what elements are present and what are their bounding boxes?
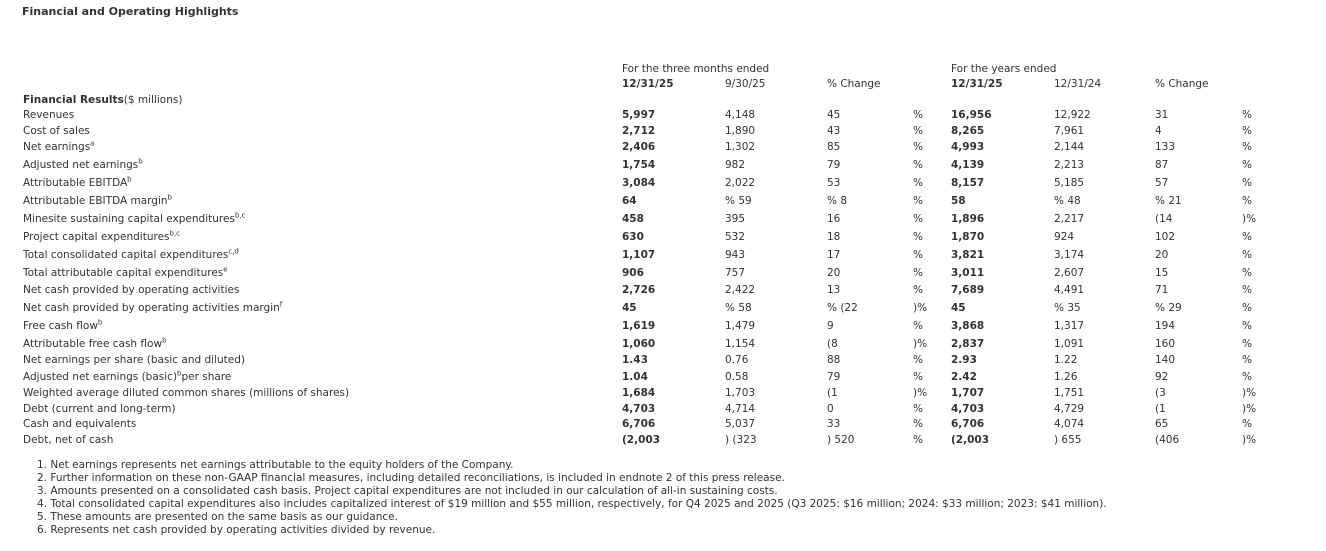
footnote-marker: b	[177, 369, 182, 378]
cell-q-change: % 8	[827, 195, 847, 207]
cell-y-change-unit: )%	[1242, 403, 1257, 415]
cell-q-prior: 0.76	[725, 354, 749, 366]
cell-q-change-unit: %	[913, 354, 923, 366]
cell-y-change-unit: %	[1242, 125, 1252, 137]
cell-y-current: 1,896	[951, 213, 985, 225]
row-label	[23, 302, 282, 314]
table-row	[0, 141, 1326, 157]
cell-y-change-unit: %	[1242, 195, 1252, 207]
cell-y-prior: 1,091	[1054, 338, 1085, 350]
cell-q-change: 16	[827, 213, 841, 225]
cell-q-prior: 395	[725, 213, 746, 225]
cell-y-change-unit: %	[1242, 141, 1252, 153]
cell-q-change-unit: %	[913, 125, 923, 137]
cell-y-current: 2.93	[951, 354, 977, 366]
cell-q-current: 1,619	[622, 320, 656, 332]
cell-q-change: (1	[827, 387, 838, 399]
cell-q-current: 6,706	[622, 418, 656, 430]
footnote-marker: a	[90, 139, 95, 148]
cell-y-prior: 4,491	[1054, 284, 1085, 296]
cell-q-change: 43	[827, 125, 841, 137]
cell-y-change-unit: )%	[1242, 387, 1257, 399]
row-label-text: Debt (current and long-term)	[23, 403, 176, 415]
table-row	[0, 249, 1326, 265]
cell-y-change: (3	[1155, 387, 1166, 399]
cell-q-change: 45	[827, 109, 841, 121]
table-row	[0, 354, 1326, 370]
cell-y-prior: 4,074	[1054, 418, 1085, 430]
cell-y-change: 92	[1155, 371, 1169, 383]
row-label-text: Attributable free cash flow	[23, 338, 163, 350]
cell-q-current: 45	[622, 302, 637, 314]
cell-y-prior: 1.26	[1054, 371, 1078, 383]
cell-y-prior: 924	[1054, 231, 1075, 243]
cell-y-prior: % 35	[1054, 302, 1081, 314]
column-header-q-current: 12/31/25	[622, 78, 674, 90]
row-label-text: Net cash provided by operating activities	[23, 284, 240, 296]
column-header-q-prior: 9/30/25	[725, 78, 766, 90]
cell-q-change-unit: )%	[913, 387, 928, 399]
row-label	[23, 249, 239, 261]
cell-y-current: 16,956	[951, 109, 992, 121]
row-label-text: Total consolidated capital expenditures	[23, 249, 229, 261]
cell-y-change: 20	[1155, 249, 1169, 261]
cell-q-prior: 1,703	[725, 387, 756, 399]
footnote-item: 6. Represents net cash provided by operating activities divided by revenue.	[37, 524, 436, 536]
cell-q-prior: 2,022	[725, 177, 756, 189]
cell-y-current: 58	[951, 195, 966, 207]
footnote-item: 4. Total consolidated capital expenditures also includes capitalized interest of $19 million and $55 million, respectively, for Q4 2025 and 2025 (Q3 2025: $16 million; 2024: $33 million; 2023: $41 million).	[37, 498, 1107, 510]
section-unit: ($ millions)	[123, 94, 183, 106]
footnote-marker: b	[162, 336, 167, 345]
cell-q-change-unit: %	[913, 418, 923, 430]
cell-y-prior: 1,317	[1054, 320, 1085, 332]
row-label	[23, 418, 136, 430]
cell-y-change-unit: %	[1242, 354, 1252, 366]
cell-q-change-unit: %	[913, 177, 923, 189]
cell-y-current: 6,706	[951, 418, 985, 430]
cell-y-prior: 12,922	[1054, 109, 1091, 121]
cell-q-change: 18	[827, 231, 841, 243]
row-label	[23, 434, 113, 446]
table-row	[0, 267, 1326, 283]
cell-q-prior: % 59	[725, 195, 752, 207]
cell-y-change: % 21	[1155, 195, 1182, 207]
cell-q-change-unit: %	[913, 249, 923, 261]
cell-y-current: 8,157	[951, 177, 985, 189]
cell-y-change: 15	[1155, 267, 1169, 279]
cell-q-change: 79	[827, 371, 841, 383]
cell-y-change-unit: %	[1242, 284, 1252, 296]
row-label	[23, 159, 143, 171]
cell-y-change: 133	[1155, 141, 1176, 153]
column-header-y-current: 12/31/25	[951, 78, 1003, 90]
row-label	[23, 338, 167, 350]
cell-y-prior: 4,729	[1054, 403, 1085, 415]
cell-y-change-unit: %	[1242, 231, 1252, 243]
table-row	[0, 302, 1326, 318]
table-row	[0, 125, 1326, 141]
row-label-text: Cost of sales	[23, 125, 90, 137]
row-label-text: Debt, net of cash	[23, 434, 114, 446]
cell-q-change: 0	[827, 403, 834, 415]
row-label	[23, 109, 74, 121]
column-header-y-prior: 12/31/24	[1054, 78, 1102, 90]
table-row	[0, 371, 1326, 387]
row-label	[23, 371, 231, 383]
row-label	[23, 354, 245, 366]
cell-y-change: 194	[1155, 320, 1176, 332]
column-header-y-change: % Change	[1155, 78, 1209, 90]
cell-q-current: (2,003	[622, 434, 661, 446]
cell-y-current: 2,837	[951, 338, 985, 350]
row-label-text: Attributable EBITDA margin	[23, 195, 168, 207]
cell-y-change-unit: %	[1242, 338, 1252, 350]
cell-q-prior: 2,422	[725, 284, 756, 296]
table-row	[0, 109, 1326, 125]
cell-q-current: 2,712	[622, 125, 656, 137]
cell-y-current: 4,703	[951, 403, 985, 415]
cell-y-current: 4,993	[951, 141, 985, 153]
cell-y-prior: % 48	[1054, 195, 1081, 207]
period-header-year: For the years ended	[951, 63, 1057, 75]
cell-y-prior: 2,144	[1054, 141, 1085, 153]
cell-q-current: 630	[622, 231, 644, 243]
cell-q-prior: 4,148	[725, 109, 756, 121]
cell-q-change-unit: %	[913, 284, 923, 296]
cell-q-prior: 982	[725, 159, 746, 171]
cell-q-prior: 1,302	[725, 141, 756, 153]
section-label: Financial Results	[23, 94, 124, 106]
cell-y-change: 71	[1155, 284, 1169, 296]
table-row	[0, 320, 1326, 336]
row-label-suffix: per share	[181, 371, 232, 383]
cell-y-current: 3,821	[951, 249, 985, 261]
cell-q-change: 20	[827, 267, 841, 279]
cell-y-change: 102	[1155, 231, 1176, 243]
cell-q-current: 64	[622, 195, 637, 207]
cell-y-prior: 2,213	[1054, 159, 1085, 171]
row-label-text: Weighted average diluted common shares (millions of shares)	[23, 387, 350, 399]
row-label	[23, 231, 180, 243]
cell-q-change-unit: %	[913, 195, 923, 207]
cell-q-prior: 943	[725, 249, 746, 261]
row-label	[23, 213, 245, 225]
cell-y-change-unit: )%	[1242, 213, 1257, 225]
cell-q-change-unit: %	[913, 371, 923, 383]
cell-y-change-unit: %	[1242, 159, 1252, 171]
row-label-text: Cash and equivalents	[23, 418, 137, 430]
cell-y-change: 57	[1155, 177, 1169, 189]
cell-y-prior: 7,961	[1054, 125, 1085, 137]
table-row	[0, 284, 1326, 300]
cell-q-prior: 757	[725, 267, 746, 279]
footnote-marker: c,d	[228, 247, 239, 256]
cell-y-prior: 1.22	[1054, 354, 1078, 366]
cell-q-current: 2,726	[622, 284, 656, 296]
row-label-text: Revenues	[23, 109, 75, 121]
row-label-text: Minesite sustaining capital expenditures	[23, 213, 235, 225]
cell-q-prior: 5,037	[725, 418, 756, 430]
cell-y-change: 4	[1155, 125, 1162, 137]
table-row	[0, 231, 1326, 247]
cell-y-change-unit: %	[1242, 267, 1252, 279]
table-row	[0, 195, 1326, 211]
footnote-item: 2. Further information on these non-GAAP financial measures, including detailed reconciliations, is included in endnote 2 of this press release.	[37, 472, 785, 484]
row-label	[23, 320, 102, 332]
cell-y-change-unit: %	[1242, 249, 1252, 261]
table-row	[0, 434, 1326, 450]
cell-y-current: 1,870	[951, 231, 985, 243]
footnote-item: 5. These amounts are presented on the same basis as our guidance.	[37, 511, 398, 523]
row-label-text: Adjusted net earnings	[23, 159, 139, 171]
cell-q-change: (8	[827, 338, 838, 350]
row-label-text: Free cash flow	[23, 320, 98, 332]
cell-y-prior: 5,185	[1054, 177, 1085, 189]
cell-q-change-unit: %	[913, 213, 923, 225]
footnote-marker: b,c	[234, 211, 246, 220]
row-label-text: Adjusted net earnings (basic)	[23, 371, 178, 383]
row-label	[23, 195, 172, 207]
cell-q-current: 5,997	[622, 109, 656, 121]
cell-q-change-unit: %	[913, 141, 923, 153]
cell-y-change-unit: %	[1242, 371, 1252, 383]
footnote-marker: b	[138, 157, 143, 166]
cell-q-current: 1,754	[622, 159, 656, 171]
cell-q-prior: 1,479	[725, 320, 756, 332]
row-label-text: Net cash provided by operating activities margin	[23, 302, 280, 314]
cell-y-current: 45	[951, 302, 966, 314]
cell-y-change: 140	[1155, 354, 1176, 366]
cell-q-change: 9	[827, 320, 834, 332]
row-label-text: Attributable EBITDA	[23, 177, 128, 189]
cell-q-change: 88	[827, 354, 841, 366]
table-row	[0, 338, 1326, 354]
cell-q-change: ) 520	[827, 434, 855, 446]
period-header-quarter: For the three months ended	[622, 63, 770, 75]
footnotes	[37, 459, 1107, 537]
cell-y-current: 8,265	[951, 125, 985, 137]
row-label-text: Project capital expenditures	[23, 231, 170, 243]
cell-y-current: 4,139	[951, 159, 985, 171]
cell-q-prior: % 58	[725, 302, 752, 314]
cell-q-prior: 0.58	[725, 371, 749, 383]
footnote-item: 1. Net earnings represents net earnings attributable to the equity holders of the Company.	[37, 459, 514, 471]
cell-y-prior: ) 655	[1054, 434, 1082, 446]
cell-y-change: (406	[1155, 434, 1180, 446]
cell-q-current: 4,703	[622, 403, 656, 415]
table-row	[0, 403, 1326, 419]
table-row	[0, 387, 1326, 403]
cell-q-current: 458	[622, 213, 644, 225]
cell-y-change: (14	[1155, 213, 1173, 225]
cell-q-change: 79	[827, 159, 841, 171]
cell-q-change: % (22	[827, 302, 858, 314]
cell-y-change: 31	[1155, 109, 1169, 121]
cell-y-prior: 1,751	[1054, 387, 1085, 399]
cell-y-current: (2,003	[951, 434, 990, 446]
cell-y-change: 87	[1155, 159, 1169, 171]
cell-y-change-unit: %	[1242, 302, 1252, 314]
cell-q-change: 85	[827, 141, 841, 153]
table-row	[0, 159, 1326, 175]
cell-q-current: 1.04	[622, 371, 648, 383]
cell-y-current: 7,689	[951, 284, 985, 296]
cell-y-change-unit: %	[1242, 320, 1252, 332]
table-row	[0, 213, 1326, 229]
table-row	[0, 418, 1326, 434]
cell-q-prior: 1,890	[725, 125, 756, 137]
cell-y-change: (1	[1155, 403, 1166, 415]
cell-q-change-unit: )%	[913, 338, 928, 350]
row-label	[23, 125, 90, 137]
cell-y-change: % 29	[1155, 302, 1182, 314]
cell-q-current: 2,406	[622, 141, 656, 153]
row-label-text: Net earnings per share (basic and diluted)	[23, 354, 245, 366]
cell-y-change-unit: %	[1242, 109, 1252, 121]
cell-y-change: 160	[1155, 338, 1176, 350]
footnote-marker: f	[279, 300, 283, 309]
cell-q-current: 906	[622, 267, 644, 279]
footnote-item: 3. Amounts presented on a consolidated cash basis. Project capital expenditures are not included in our calculation of all-in sustaining costs.	[37, 485, 778, 497]
cell-y-change-unit: )%	[1242, 434, 1257, 446]
cell-q-change-unit: %	[913, 403, 923, 415]
cell-q-prior: 532	[725, 231, 746, 243]
row-label	[23, 387, 349, 399]
cell-q-change: 17	[827, 249, 841, 261]
cell-q-current: 1,107	[622, 249, 656, 261]
cell-q-change-unit: %	[913, 267, 923, 279]
table-row	[0, 177, 1326, 193]
footnote-marker: b,c	[169, 229, 181, 238]
cell-q-current: 1.43	[622, 354, 648, 366]
cell-q-change: 13	[827, 284, 841, 296]
row-label	[23, 267, 228, 279]
row-label	[23, 141, 94, 153]
footnote-marker: b	[167, 193, 172, 202]
cell-q-change-unit: %	[913, 159, 923, 171]
footnote-marker: b	[97, 318, 103, 327]
cell-y-prior: 3,174	[1054, 249, 1085, 261]
row-label-text: Net earnings	[23, 141, 91, 153]
row-label	[23, 284, 239, 296]
cell-q-change: 53	[827, 177, 841, 189]
footnote-marker: e	[223, 265, 228, 274]
row-label	[23, 177, 132, 189]
cell-q-current: 1,060	[622, 338, 656, 350]
cell-q-change-unit: %	[913, 320, 923, 332]
cell-q-change-unit: %	[913, 231, 923, 243]
cell-y-current: 3,011	[951, 267, 985, 279]
cell-q-change-unit: )%	[913, 302, 928, 314]
cell-q-change-unit: %	[913, 109, 923, 121]
column-header-q-change: % Change	[827, 78, 881, 90]
cell-y-current: 2.42	[951, 371, 977, 383]
cell-q-prior: 1,154	[725, 338, 756, 350]
footnote-marker: b	[127, 175, 132, 184]
page-title: Financial and Operating Highlights	[22, 5, 239, 18]
cell-y-current: 1,707	[951, 387, 985, 399]
cell-y-prior: 2,217	[1054, 213, 1085, 225]
cell-y-prior: 2,607	[1054, 267, 1085, 279]
cell-q-current: 1,684	[622, 387, 656, 399]
cell-y-change: 65	[1155, 418, 1169, 430]
cell-q-change: 33	[827, 418, 841, 430]
cell-y-change-unit: %	[1242, 418, 1252, 430]
cell-q-prior: 4,714	[725, 403, 756, 415]
row-label-text: Total attributable capital expenditures	[23, 267, 224, 279]
cell-q-change-unit: %	[913, 434, 923, 446]
row-label	[23, 403, 176, 415]
cell-q-prior: ) (323	[725, 434, 757, 446]
cell-y-change-unit: %	[1242, 177, 1252, 189]
cell-q-current: 3,084	[622, 177, 656, 189]
cell-y-current: 3,868	[951, 320, 985, 332]
